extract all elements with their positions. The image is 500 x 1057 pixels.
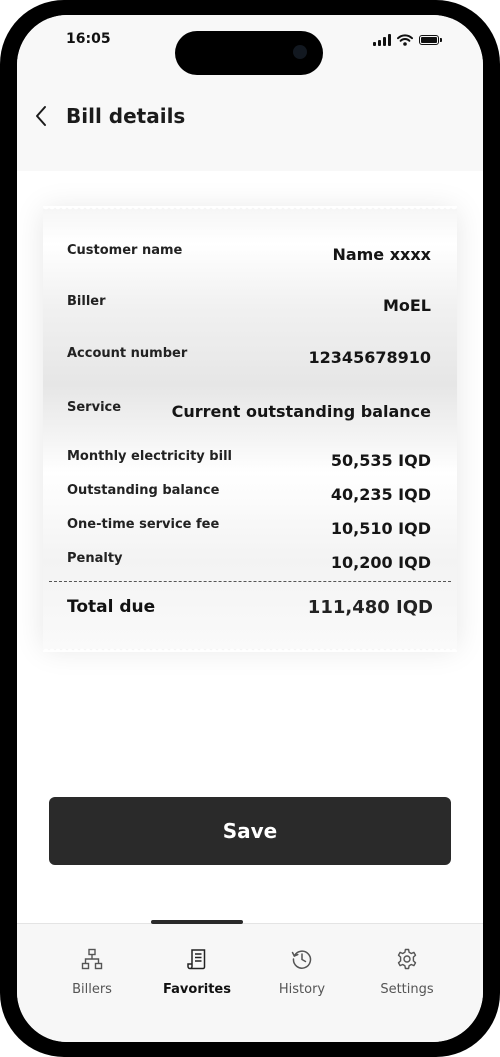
service-value: Current outstanding balance (171, 402, 431, 421)
biller-label: Biller (67, 294, 106, 309)
account-number-row (67, 346, 431, 376)
tab-label: Favorites (163, 982, 231, 997)
charge-row (67, 449, 431, 479)
charge-label: One-time service fee (67, 517, 220, 532)
total-amount: 111,480 IQD (307, 597, 433, 618)
total-row (67, 595, 433, 625)
wifi-icon (397, 34, 413, 46)
receipt-edge-bottom (43, 646, 457, 652)
biller-value: MoEL (382, 296, 431, 315)
total-label: Total due (67, 597, 156, 617)
nav-header (17, 99, 483, 135)
save-button[interactable]: Save (49, 797, 451, 865)
service-label: Service (67, 400, 122, 415)
bill-receipt (43, 209, 457, 649)
charge-row (67, 551, 431, 581)
receipt-icon (186, 948, 208, 970)
tab-label: Settings (380, 982, 434, 997)
charge-amount: 40,235 IQD (330, 485, 431, 504)
receipt-edge-top (43, 206, 457, 212)
charge-amount: 10,510 IQD (330, 519, 431, 538)
tab-bar (17, 923, 483, 1042)
customer-name-row (67, 243, 431, 273)
gear-icon (396, 948, 418, 970)
active-tab-indicator (151, 920, 243, 924)
charge-label: Outstanding balance (67, 483, 220, 498)
hierarchy-icon (81, 948, 103, 970)
camera-icon (293, 45, 307, 59)
charge-amount: 10,200 IQD (330, 553, 431, 572)
tab-favorites[interactable] (147, 948, 247, 1008)
charge-row (67, 517, 431, 547)
history-icon (291, 948, 313, 970)
back-button[interactable] (27, 101, 55, 131)
status-bar (17, 15, 483, 67)
tab-history[interactable] (252, 948, 352, 1008)
battery-icon (419, 35, 439, 45)
tab-billers[interactable] (42, 948, 142, 1008)
customer-name-label: Customer name (67, 243, 183, 258)
charge-amount: 50,535 IQD (330, 451, 431, 470)
header-area (17, 15, 483, 171)
page-title: Bill details (66, 104, 186, 128)
tab-label: History (278, 982, 326, 997)
charge-label: Penalty (67, 551, 123, 566)
status-icons (373, 33, 439, 47)
charge-row (67, 483, 431, 513)
service-row (67, 400, 431, 430)
tab-label: Billers (72, 982, 112, 997)
chevron-left-icon (34, 105, 48, 127)
signal-icon (373, 34, 391, 46)
status-time: 16:05 (66, 31, 111, 47)
screen (17, 15, 483, 1042)
account-number-label: Account number (67, 346, 188, 361)
biller-row (67, 294, 431, 324)
dashed-divider (49, 581, 451, 582)
charge-label: Monthly electricity bill (67, 449, 232, 464)
dynamic-island (175, 31, 323, 75)
customer-name-value: Name xxxx (332, 245, 431, 264)
tab-settings[interactable] (357, 948, 457, 1008)
account-number-value: 12345678910 (308, 348, 431, 367)
